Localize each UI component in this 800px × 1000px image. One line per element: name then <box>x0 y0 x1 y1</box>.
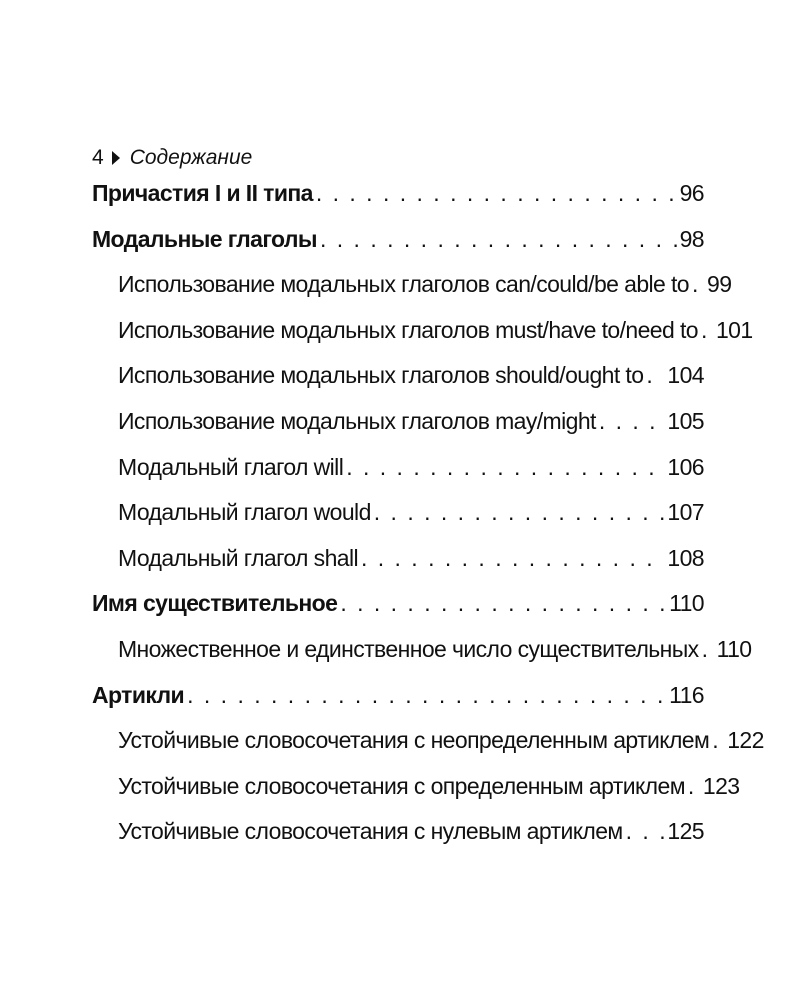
toc-entry-page: 104 <box>667 362 704 389</box>
table-of-contents <box>92 180 764 864</box>
toc-entry-page: 98 <box>679 225 704 252</box>
toc-subentry[interactable] <box>92 362 704 408</box>
toc-entry-title: Модальный глагол would <box>118 499 371 526</box>
dot-leader <box>346 454 664 481</box>
toc-entry-title: Устойчивые словосочетания с неопределенным артиклем <box>118 727 710 754</box>
toc-entry-title: Устойчивые словосочетания с нулевым артиклем <box>118 818 623 845</box>
toc-subentry[interactable] <box>92 271 732 317</box>
toc-entry-page: 107 <box>667 499 704 526</box>
dot-leader <box>361 545 664 572</box>
toc-entry-page: 99 <box>707 271 732 298</box>
toc-subentry[interactable] <box>92 545 704 591</box>
toc-entry-title: Множественное и единственное число существительных <box>118 635 699 662</box>
toc-subentry[interactable] <box>92 316 753 363</box>
toc-entry-page: 106 <box>667 453 704 480</box>
toc-entry-title: Модальный глагол will <box>118 453 344 480</box>
toc-entry-page: 122 <box>727 727 764 754</box>
toc-entry-title: Использование модальных глаголов must/have to/need to <box>118 316 698 343</box>
toc-subentry[interactable] <box>92 454 704 500</box>
toc-entry[interactable] <box>92 682 704 728</box>
dot-leader <box>688 773 700 800</box>
section-title: Содержание <box>129 146 253 169</box>
dot-leader <box>692 271 704 298</box>
toc-entry-title: Имя существительное <box>92 590 338 617</box>
dot-leader <box>712 727 724 754</box>
dot-leader <box>599 408 665 435</box>
toc-entry-title: Использование модальных глаголов should/ought to <box>118 362 644 389</box>
toc-entry-page: 123 <box>702 772 740 799</box>
toc-entry-page: 125 <box>667 818 704 845</box>
dot-leader <box>702 636 714 663</box>
toc-entry-page: 101 <box>715 316 753 343</box>
dot-leader <box>340 590 666 617</box>
toc-entry-page: 116 <box>669 681 704 708</box>
dot-leader <box>701 317 713 344</box>
toc-entry-page: 110 <box>669 590 704 617</box>
toc-subentry[interactable] <box>92 499 704 545</box>
toc-subentry[interactable] <box>92 818 704 864</box>
toc-subentry[interactable] <box>92 772 740 819</box>
toc-entry-title: Использование модальных глаголов may/might <box>118 407 596 434</box>
toc-entry-title: Артикли <box>92 681 185 708</box>
toc-entry-page: 108 <box>667 544 704 571</box>
toc-entry-page: 110 <box>716 635 752 662</box>
toc-entry-title: Причастия I и II типа <box>92 180 313 206</box>
toc-subentry[interactable] <box>92 727 764 773</box>
dot-leader <box>316 180 677 207</box>
dot-leader <box>374 499 665 526</box>
book-page <box>92 140 764 864</box>
toc-entry-title: Модальные глаголы <box>92 225 317 252</box>
dot-leader <box>626 818 665 845</box>
page-number: 4 <box>92 146 104 169</box>
toc-entry[interactable] <box>92 590 704 636</box>
toc-entry-page: 105 <box>667 407 704 434</box>
toc-subentry[interactable] <box>92 635 752 682</box>
toc-entry[interactable] <box>92 226 704 272</box>
running-head <box>92 140 704 176</box>
toc-entry-title: Модальный глагол shall <box>118 544 358 571</box>
toc-entry-page: 96 <box>679 180 704 206</box>
dot-leader <box>187 682 666 709</box>
triangle-right-icon <box>112 151 120 165</box>
dot-leader <box>320 226 677 253</box>
toc-entry-title: Устойчивые словосочетания с определенным артиклем <box>118 772 685 799</box>
toc-entry[interactable] <box>92 180 704 226</box>
toc-entry-title: Использование модальных глаголов can/could/be able to <box>118 271 689 298</box>
toc-subentry[interactable] <box>92 408 704 454</box>
dot-leader <box>646 362 664 389</box>
